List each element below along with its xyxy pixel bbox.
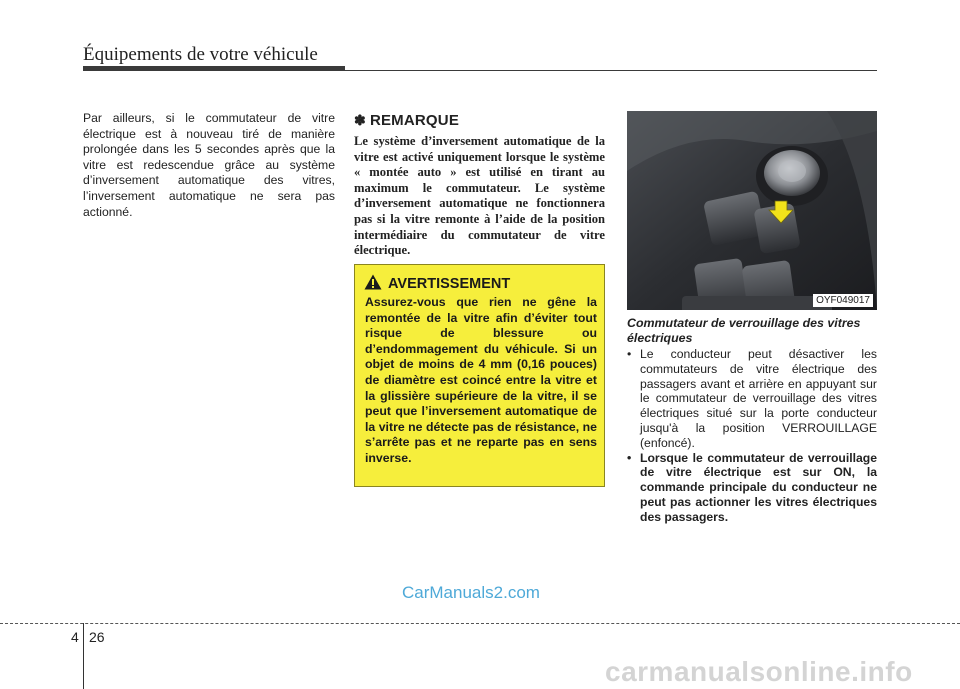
footer-rule (0, 623, 960, 624)
list-item (627, 451, 877, 525)
note-star-icon: ✽ (354, 112, 366, 128)
warning-body: Assurez-vous que rien ne gêne la remontée de la vitre afin d’éviter tout risque de blessure ou d’endommagement du véhicule. Si un objet de moins de 4 mm (0,16 pouces) de diamètre est coincé entre la vitre et la glissière supérieure de la vitre, il se peut que l’inversement automatique de la vitre ne détecte pas de résistance, ne s’arrête pas et ne reparte pas en sens inverse. (365, 295, 597, 465)
page-number: 26 (89, 629, 105, 645)
bullet-dot-icon: • (627, 450, 632, 465)
section-number: 4 (71, 629, 79, 645)
list-item (627, 347, 877, 451)
figure-code: OYF049017 (813, 294, 873, 307)
warning-title: AVERTISSEMENT (388, 276, 511, 292)
bullet-dot-icon: • (627, 347, 632, 361)
watermark-carmanualsonline: carmanualsonline.info (605, 656, 913, 687)
header-rule-thick (83, 66, 345, 71)
bullet-text: Lorsque le commutateur de verrouillage de vitre électrique est sur ON, la commande principale du conducteur ne peut pas actionner les vitres électriques des passagers. (640, 450, 877, 524)
window-lock-switch-photo (627, 111, 877, 310)
warning-triangle-icon (364, 274, 382, 290)
note-heading (354, 112, 459, 129)
figure-caption: Commutateur de verrouillage des vitres électriques (627, 316, 861, 345)
watermark-carmanuals2[interactable]: CarManuals2.com (402, 583, 540, 602)
footer-vertical-rule (83, 623, 84, 689)
page-header-title: Équipements de votre véhicule (83, 44, 318, 65)
warning-box (354, 264, 605, 487)
bullet-list (627, 347, 877, 525)
switch-panel-illustration (627, 111, 877, 310)
note-title: REMARQUE (369, 112, 460, 129)
intro-paragraph: Par ailleurs, si le commutateur de vitre électrique est à nouveau tiré de manière prolongée dans les 5 secondes après que la vitre est redescendue grâce au système d’inversement automatique des vitres, l’inversement automatique ne sera pas actionné. (83, 111, 335, 219)
bullet-text: Le conducteur peut désactiver les commutateurs de vitre électrique des passagers avant et arrière en appuyant sur le commutateur de verrouillage des vitres électriques situé sur la porte conducteur jusqu'à la position VERROUILLAGE (enfoncé). (640, 347, 877, 450)
note-body: Le système d’inversement automatique de la vitre est activé uniquement lorsque le système « montée auto » est utilisé en tirant au maximum le commutateur. Le système d’inversement automatique ne fonctionnera pas si la vitre remonte à l’aide de la position intermédiaire du commutateur de vitre électrique. (354, 134, 605, 258)
header-rule-thin (345, 70, 877, 71)
